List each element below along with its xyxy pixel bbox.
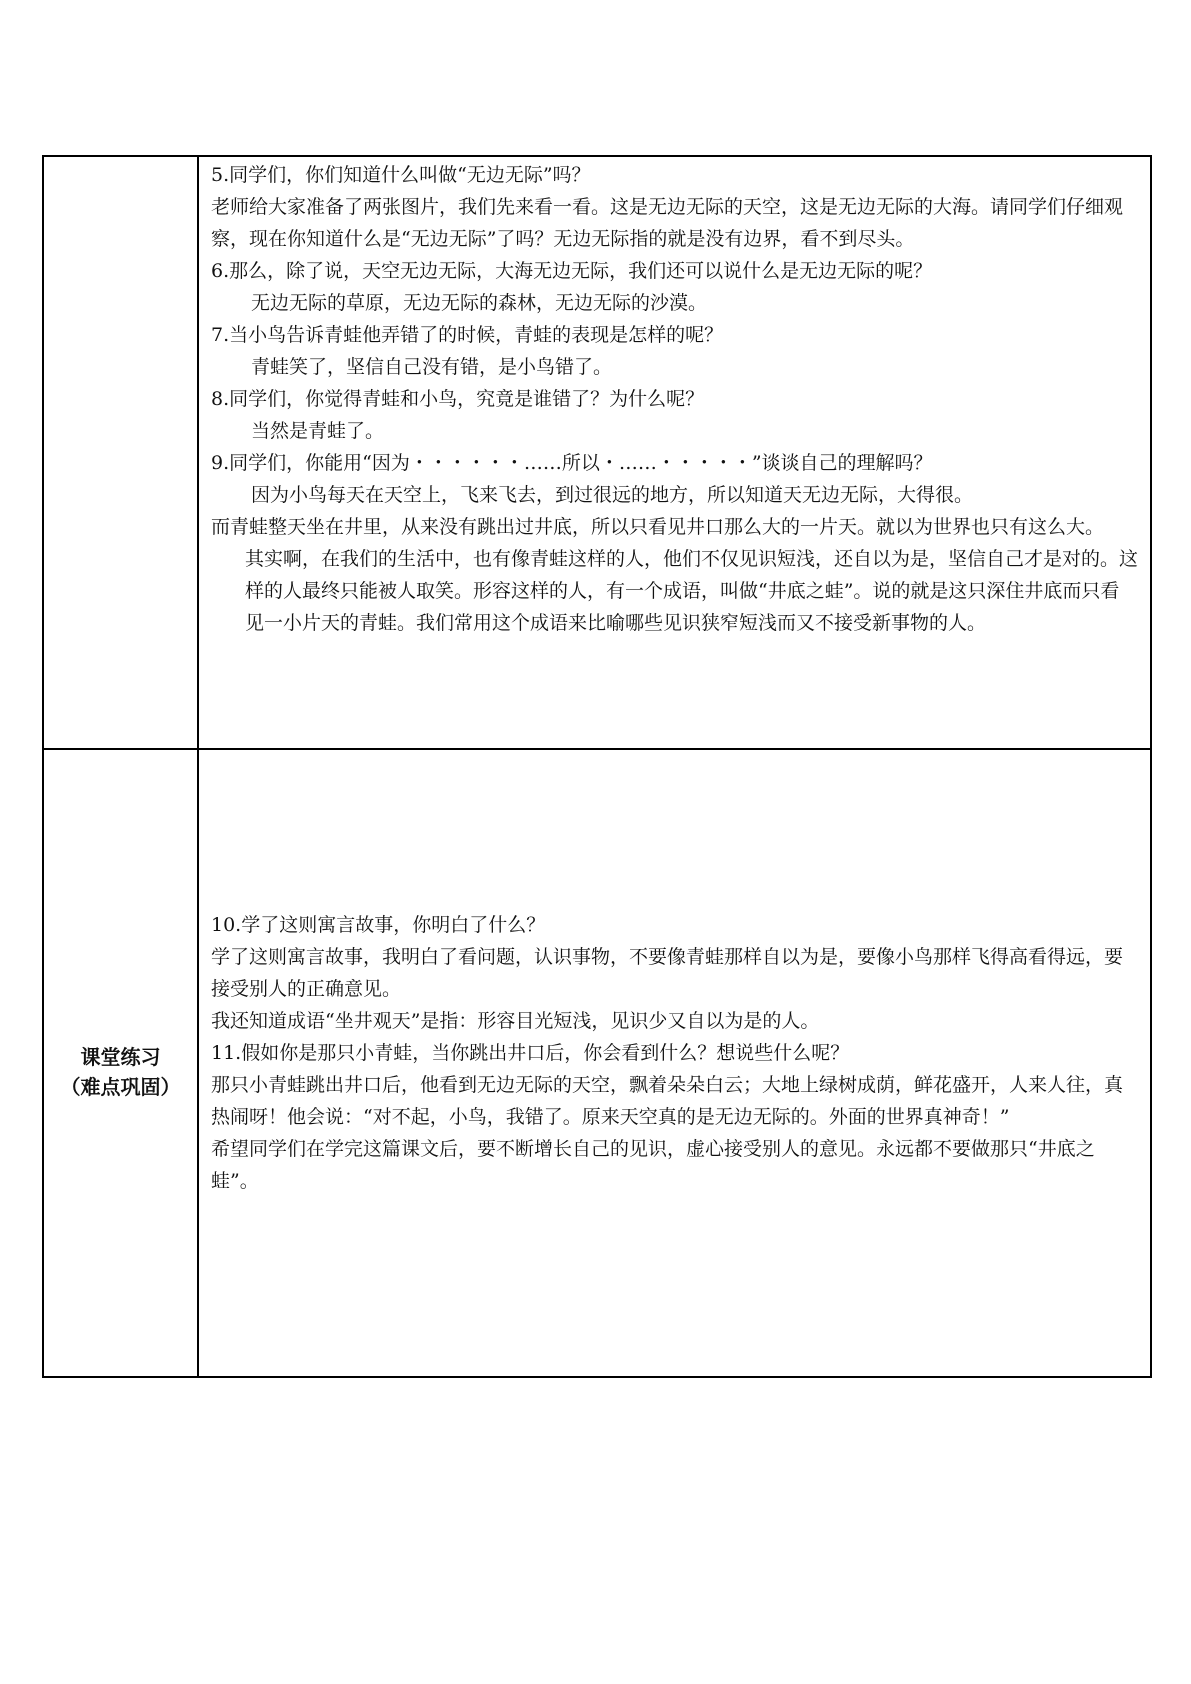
closing-remark: 希望同学们在学完这篇课文后，要不断增长自己的见识，虚心接受别人的意见。永远都不要做那只“井底之蛙”。 — [211, 1138, 1095, 1192]
question-7: 7.当小鸟告诉青蛙他弄错了的时候，青蛙的表现是怎样的呢？ — [211, 324, 724, 346]
practice-cell — [211, 909, 1138, 1197]
section-label-title: 课堂练习 — [80, 1045, 161, 1069]
answer-7: 青蛙笑了，坚信自己没有错，是小鸟错了。 — [251, 356, 613, 378]
question-8: 8.同学们，你觉得青蛙和小鸟，究竟是谁错了？为什么呢？ — [211, 388, 705, 410]
question-6: 6.那么，除了说，天空无边无际，大海无边无际，我们还可以说什么是无边无际的呢？ — [211, 260, 933, 282]
teaching-process-cell — [211, 159, 1138, 639]
row-divider — [44, 748, 1150, 750]
answer-9-continued: 而青蛙整天坐在井里，从来没有跳出过井底，所以只看见井口那么大的一片天。就以为世界也只有这么大。 — [211, 516, 1105, 538]
lesson-table — [42, 155, 1152, 1378]
question-5: 5.同学们，你们知道什么叫做“无边无际”吗？ — [211, 164, 591, 186]
section-label — [44, 1042, 197, 1102]
question-9: 9.同学们，你能用“因为・・・・・・……所以・……・・・・・”谈谈自己的理解吗？ — [211, 452, 933, 474]
answer-6: 无边无际的草原，无边无际的森林，无边无际的沙漠。 — [251, 292, 708, 314]
answer-11: 那只小青蛙跳出井口后，他看到无边无际的天空，飘着朵朵白云；大地上绿树成荫，鲜花盛开，人来人往，真热闹呀！他会说：“对不起，小鸟，我错了。原来天空真的是无边无际的。外面的世界真神奇！” — [211, 1074, 1124, 1128]
summary-paragraph: 其实啊，在我们的生活中，也有像青蛙这样的人，他们不仅见识短浅，还自以为是，坚信自己才是对的。这样的人最终只能被人取笑。形容这样的人，有一个成语，叫做“井底之蛙”。说的就是这只深住井底而只看见一小片天的青蛙。我们常用这个成语来比喻哪些见识狭窄短浅而又不接受新事物的人。 — [245, 548, 1139, 634]
question-11: 11.假如你是那只小青蛙，当你跳出井口后，你会看到什么？想说些什么呢？ — [211, 1042, 850, 1064]
answer-9: 因为小鸟每天在天空上，飞来飞去，到过很远的地方，所以知道天无边无际，大得很。 — [251, 484, 974, 506]
answer-8: 当然是青蛙了。 — [251, 420, 385, 442]
column-divider — [197, 157, 199, 1376]
question-10: 10.学了这则寓言故事，你明白了什么？ — [211, 914, 546, 936]
answer-10-idiom: 我还知道成语“坐井观天”是指：形容目光短浅，见识少又自以为是的人。 — [211, 1010, 820, 1032]
answer-10: 学了这则寓言故事，我明白了看问题，认识事物，不要像青蛙那样自以为是，要像小鸟那样飞得高看得远，要接受别人的正确意见。 — [211, 946, 1124, 1000]
section-label-subtitle: （难点巩固） — [60, 1075, 181, 1099]
answer-5: 老师给大家准备了两张图片，我们先来看一看。这是无边无际的天空，这是无边无际的大海。请同学们仔细观察，现在你知道什么是“无边无际”了吗？无边无际指的就是没有边界，看不到尽头。 — [211, 196, 1124, 250]
